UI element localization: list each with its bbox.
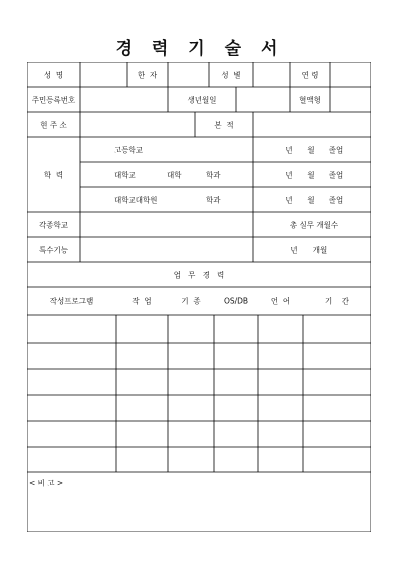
col-language: 언 어: [270, 296, 291, 306]
col-period: 기 간: [324, 296, 350, 306]
university-year-label: 년: [285, 169, 293, 179]
university-college-label: 대학: [167, 169, 182, 179]
registry-label: 본 적: [214, 119, 234, 129]
col-machine: 기 종: [181, 296, 201, 306]
schools-label: 각종학교: [39, 219, 68, 229]
col-program: 작성프로그램: [49, 296, 94, 306]
high-school-month-label: 월: [307, 144, 315, 154]
hanja-label: 한 자: [137, 69, 158, 79]
col-os-db: OS/DB: [223, 296, 249, 306]
university-grad-label: 졸업: [328, 169, 344, 179]
col-task: 작 업: [132, 296, 152, 306]
blood-type-label: 혈액형: [299, 94, 321, 104]
grad-school-label: 대학교대학원: [114, 194, 158, 204]
total-months-label: 총 실무 개월수: [289, 219, 339, 229]
high-school-year-label: 년: [285, 144, 293, 154]
university-label: 대학교: [114, 169, 136, 179]
skills-months-label: 개월: [312, 244, 328, 254]
document-title: 경 력 기 술 서: [115, 39, 285, 59]
university-month-label: 월: [307, 169, 315, 179]
high-school-grad-label: 졸업: [328, 144, 344, 154]
age-label: 연 령: [301, 69, 319, 79]
high-school-label: 고등학교: [114, 144, 143, 154]
remarks-label: < 비 고 >: [29, 478, 64, 488]
rrn-label: 주민등록번호: [31, 94, 76, 104]
career-form: [27, 62, 371, 532]
address-label: 현 주 소: [40, 119, 67, 129]
grad-school-year-label: 년: [285, 194, 293, 204]
gender-label: 성 별: [221, 69, 241, 79]
skills-label: 특수기능: [39, 244, 68, 254]
career-section-title: 업 무 경 력: [173, 269, 225, 279]
education-label: 학 력: [43, 169, 64, 179]
birth-label: 생년월일: [187, 94, 217, 104]
name-label: 성 명: [43, 69, 64, 79]
grad-dept-label: 학과: [206, 194, 221, 204]
grad-school-grad-label: 졸업: [328, 194, 344, 204]
university-dept-label: 학과: [206, 169, 221, 179]
skills-year-label: 년: [290, 244, 298, 254]
grad-school-month-label: 월: [307, 194, 315, 204]
